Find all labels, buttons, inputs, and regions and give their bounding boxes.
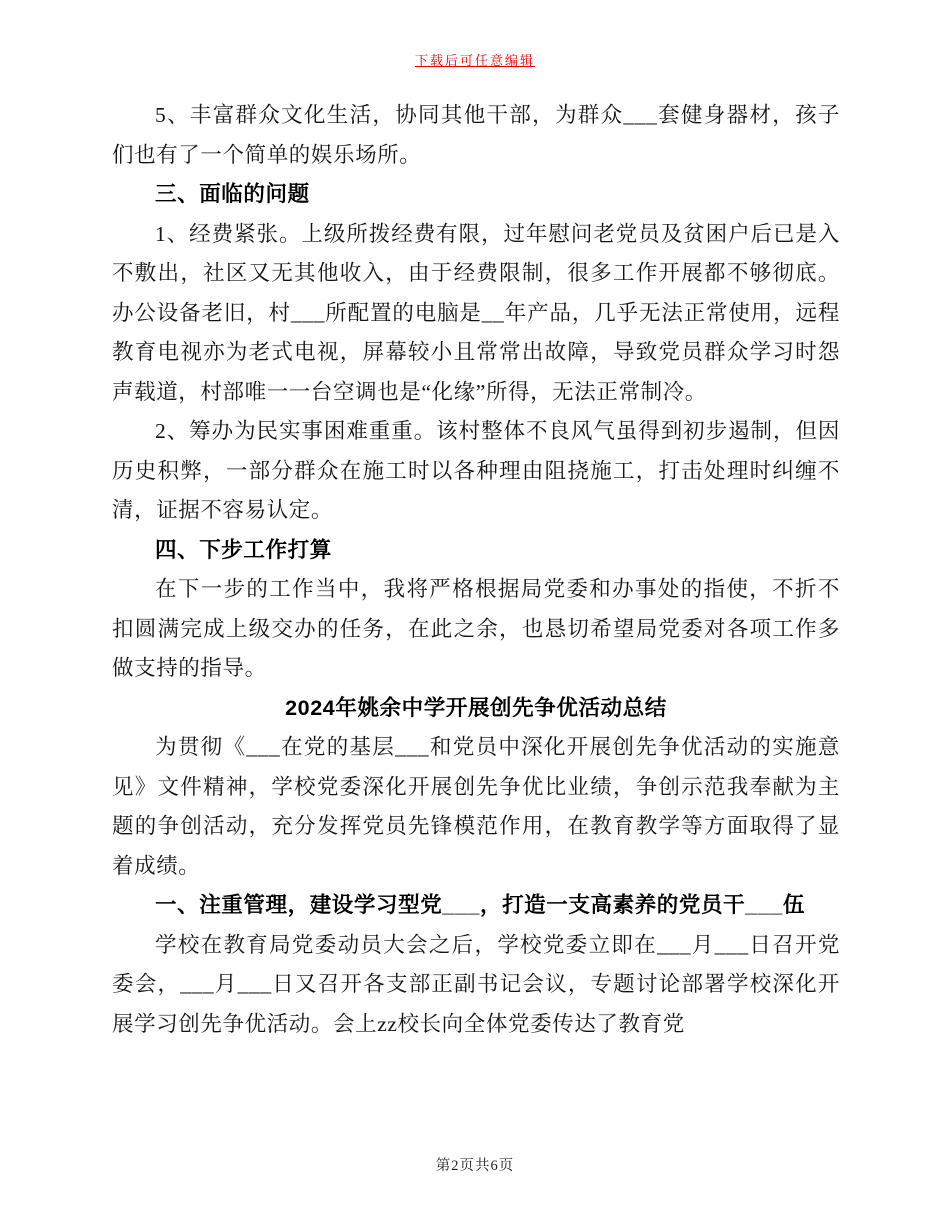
article-title-2024-summary: 2024年姚余中学开展创先争优活动总结 — [285, 695, 667, 720]
paragraph-item5: 5、丰富群众文化生活，协同其他干部，为群众___套健身器材，孩子们也有了一个简单的娱乐场所。 — [112, 103, 840, 167]
paragraph-implementation: 为贯彻《___在党的基层___和党员中深化开展创先争优活动的实施意见》文件精神，学校党委深化开展创先争优比业绩，争创示范我奉献为主题的争创活动，充分发挥党员先锋模范作用，在教育教学等方面取得了显着成绩。 — [112, 735, 840, 878]
edit-notice-watermark: 下载后可任意编辑 — [414, 53, 535, 68]
paragraph-funding: 1、经费紧张。上级所拨经费有限，过年慰问老党员及贫困户后已是入不敷出，社区又无其他收入，由于经费限制，很多工作开展都不够彻底。办公设备老旧，村___所配置的电脑是__年产品，几乎无法正常使用，远程教育电视亦为老式电视，屏幕较小且常常出故障，导致党员群众学习时怨声载道，村部唯一一台空调也是“化缘”所得，无法正常制冷。 — [112, 221, 840, 404]
paragraph-next-steps: 在下一步的工作当中，我将严格根据局党委和办事处的指使，不折不扣圆满完成上级交办的任务，在此之余，也恳切希望局党委对各项工作多做支持的指导。 — [112, 577, 840, 680]
section-heading-management: 一、注重管理，建设学习型党___，打造一支高素养的党员干___伍 — [155, 893, 805, 917]
paragraph-difficulties: 2、筹办为民实事困难重重。该村整体不良风气虽得到初步遏制，但因历史积弊，一部分群众在施工时以各种理由阻挠施工，打击处理时纠缠不清，证据不容易认定。 — [112, 419, 840, 522]
section-heading-problems: 三、面临的问题 — [155, 182, 310, 206]
section-heading-next-steps: 四、下步工作打算 — [155, 537, 332, 562]
page-number: 第2页共6页 — [435, 1158, 515, 1174]
paragraph-school-meeting: 学校在教育局党委动员大会之后，学校党委立即在___月___日召开党委会，___月___日又召开各支部正副书记会议，专题讨论部署学校深化开展学习创先争优活动。会上zz校长向全体党委传达了教育党 — [112, 932, 840, 1036]
document-body — [112, 96, 840, 1044]
